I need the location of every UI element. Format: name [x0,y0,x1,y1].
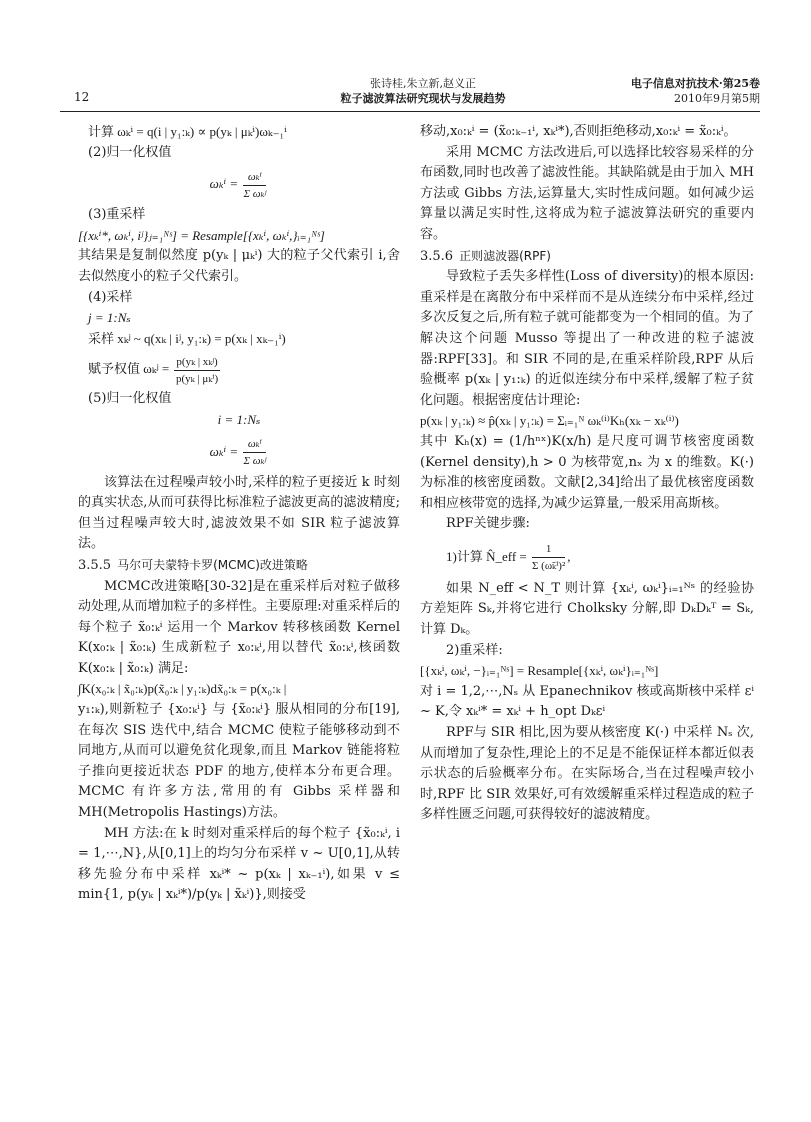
step4-label: (4)采样 [88,289,133,305]
header-issue: 2010年9月第5期 [674,92,760,105]
mh-continuation-text: 移动,x₀:ₖⁱ = (x̃₀:ₖ₋₁ⁱ, xₖⁱ*),否则拒绝移动,x₀:ₖⁱ = x̃₀:ₖⁱ。 [420,124,737,139]
density-estimate-equation: p(xₖ | y₁:ₖ) ≈ p̂(xₖ | y₁:ₖ) = Σᵢ₌₁ᴺ ωₖ⁽ⁱ⁾Kₕ(xₖ − xₖ⁽ⁱ⁾) [420,413,679,429]
step3-label: (3)重采样 [88,207,146,223]
normalize-equation-2: ωₖⁱ = $\frac{\text{ωₖⁱ}}{\text{Σ ωₖʲ}}$ [209,438,267,468]
resample-result-text: 其结果是复制似然度 p(yₖ | μₖⁱ) 大的粒子父代索引 i,舍去似然度小的粒子父代索引。 [78,248,400,284]
algorithm-summary-paragraph: 该算法在过程噪声较小时,采样的粒子更接近 k 时刻的真实状态,从而可获得比标准粒子滤波更高的滤波精度;但当过程噪声较大时,滤波效果不如 SIR 粒子滤波算法。 [78,474,400,552]
left-column [78,122,400,906]
sample-equation: 采样 xₖʲ ~ q(xₖ | iʲ, y₁:ₖ) = p(xₖ | xₖ₋₁ⁱ) [88,330,286,346]
section-3-5-5-heading: 3.5.5 马尔可夫蒙特卡罗(MCMC)改进策略 [78,557,308,573]
header-right [631,76,760,106]
compute-weight-line: 计算 ωₖⁱ = q(i | y₁:ₖ) ∝ p(yₖ | μₖⁱ)ωₖ₋₁ⁱ [88,124,287,139]
mcmc-evaluation-paragraph: 采用 MCMC 方法改进后,可以选择比较容易采样的分布函数,同时也改善了滤波性能。其缺陷就是由于加入 MH 方法或 Gibbs 方法,运算量大,实时性成问题。如何减少运算量以满足实时性,这将成为粒子滤波算法研究的重要内容。 [420,144,754,242]
header-authors: 张诗桂,朱立新,赵义正 [370,77,476,90]
header-center [318,76,528,106]
j-range: j = 1:Nₛ [88,310,131,326]
kernel-definition-paragraph: 其中 Kₕ(x) = (1/hⁿˣ)K(x/h) 是尺度可调节核密度函数(Kernel density),h > 0 为核带宽,nₓ 为 x 的维数。K(·) 为标准的核密度函数。文献[2,34]给出了最优核密度函数和相应核带宽的选择,为减少运算量,一般采用高斯核。 [420,433,754,511]
section-3-5-6-heading: 3.5.6 正则滤波器(RPF) [420,248,551,264]
mcmc-continuation-paragraph: y₁:ₖ),则新粒子 {x₀:ₖⁱ} 与 {x̃₀:ₖⁱ} 服从相同的分布[19],在每次 SIS 迭代中,结合 MCMC 使粒子能够移动到不同地方,从而可以避免贫化现象,而且 Markov 链能将粒子推向更接近状态 PDF 的地方,使样本分布更合理。MCMC 有许多方法,常用的有 Gibbs 采样器和 MH(Metropolis Hastings)方法。 [78,702,400,821]
mh-method-paragraph: MH 方法:在 k 时刻对重采样后的每个粒子 {x̃₀:ₖⁱ, i = 1,⋯,N},从[0,1]上的均匀分布采样 v ~ U[0,1],从转移先验分布中采样 xₖⁱ* ~ p(xₖ | xₖ₋₁ⁱ),如果 v ≤ min{1, p(yₖ | xₖⁱ*)/p(yₖ | x̃ₖⁱ)},则接受 [78,825,400,903]
rpf-intro-paragraph: 导致粒子丢失多样性(Loss of diversity)的根本原因:重采样是在离散分布中采样而不是从连续分布中采样,经过多次反复之后,所有粒子就可能都变为一个相同的值。为了解决这个问题 Musso 等提出了一种改进的粒子滤波器:RPF[33]。和 SIR 不同的是,在重采样阶段,RPF 从后验概率 p(xₖ | y₁:ₖ) 的近似连续分布中采样,缓解了粒子贫化问题。根据密度估计理论: [420,269,754,408]
kernel-integral-equation: ∫K(x₀:ₖ | x̃₀:ₖ)p(x̃₀:ₖ | y₁:ₖ)dx̃₀:ₖ = p(x₀:ₖ | [78,681,287,697]
rpf-resample-equation: [{xₖⁱ, ωₖⁱ, −}ᵢ₌₁ᴺˢ] = Resample[{xₖⁱ, ωₖⁱ}ᵢ₌₁ᴺˢ] [420,663,659,679]
mcmc-paragraph: MCMC改进策略[30-32]是在重采样后对粒子做移动处理,从而增加粒子的多样性。主要原理:对重采样后的每个粒子 x̃₀:ₖⁱ 运用一个 Markov 转移核函数 Kernel K(x₀:ₖ | x̃₀:ₖ) 生成新粒子 x₀:ₖⁱ,用以替代 x̃₀:ₖⁱ,核函数 K(x₀:ₖ | x̃₀:ₖ) 满足: [78,578,400,676]
header-rule [60,111,760,112]
step2-resample-label: 2)重采样: [446,642,503,658]
normalize-equation-1: ωₖⁱ = $\frac{\text{ωₖⁱ}}{\text{Σ ωₖʲ}}$ [209,170,267,200]
assign-weight-equation: 赋予权值 ωₖʲ = $\frac{\text{p(yₖ | xₖʲ)}}{\text{p(yₖ | μₖⁱ)}}$ [88,355,219,385]
step5-label: (5)归一化权值 [88,391,172,407]
page-header [60,76,760,110]
header-paper-title: 粒子滤波算法研究现状与发展趋势 [340,92,506,105]
page-number: 12 [74,90,90,104]
rpf-steps-title: RPF关键步骤: [446,516,530,532]
i-range: i = 1:Nₛ [217,411,261,427]
rpf-comparison-paragraph: RPF与 SIR 相比,因为要从核密度 K(·) 中采样 Nₛ 次,从而增加了复杂性,理论上的不足是不能保证样本都近似表示状态的后验概率分布。在实际场合,当在过程噪声较小时,RPF 比 SIR 效果好,可有效缓解重采样过程造成的粒子多样性匮乏问题,可获得较好的滤波精度。 [420,725,754,823]
kernel-sampling-paragraph: 对 i = 1,2,⋯,Nₛ 从 Epanechnikov 核或高斯核中采样 εⁱ ~ K,令 xₖⁱ* = xₖⁱ + h_opt Dₖεⁱ [420,683,754,720]
step2-label: (2)归一化权值 [88,144,172,160]
covariance-paragraph: 如果 N_eff < N_T 则计算 {xₖⁱ, ωₖⁱ}ᵢ₌₁ᴺˢ 的经验协方差矩阵 Sₖ,并将它进行 Cholksky 分解,即 DₖDₖᵀ = Sₖ,计算 Dₖ。 [420,580,754,638]
resample-equation: [{xₖⁱ*, ωₖⁱ, iʲ}ⱼ₌₁ᴺˢ] = Resample[{xₖⁱ, ωₖⁱ,}ᵢ₌₁ᴺˢ] [78,227,325,243]
neff-equation: 1)计算 N̂_eff = $\frac{1}{\text{Σ (ω̃ₖⁱ)²}}$ , [446,543,571,573]
right-column [420,122,754,826]
header-journal: 电子信息对抗技术·第25卷 [630,77,760,90]
